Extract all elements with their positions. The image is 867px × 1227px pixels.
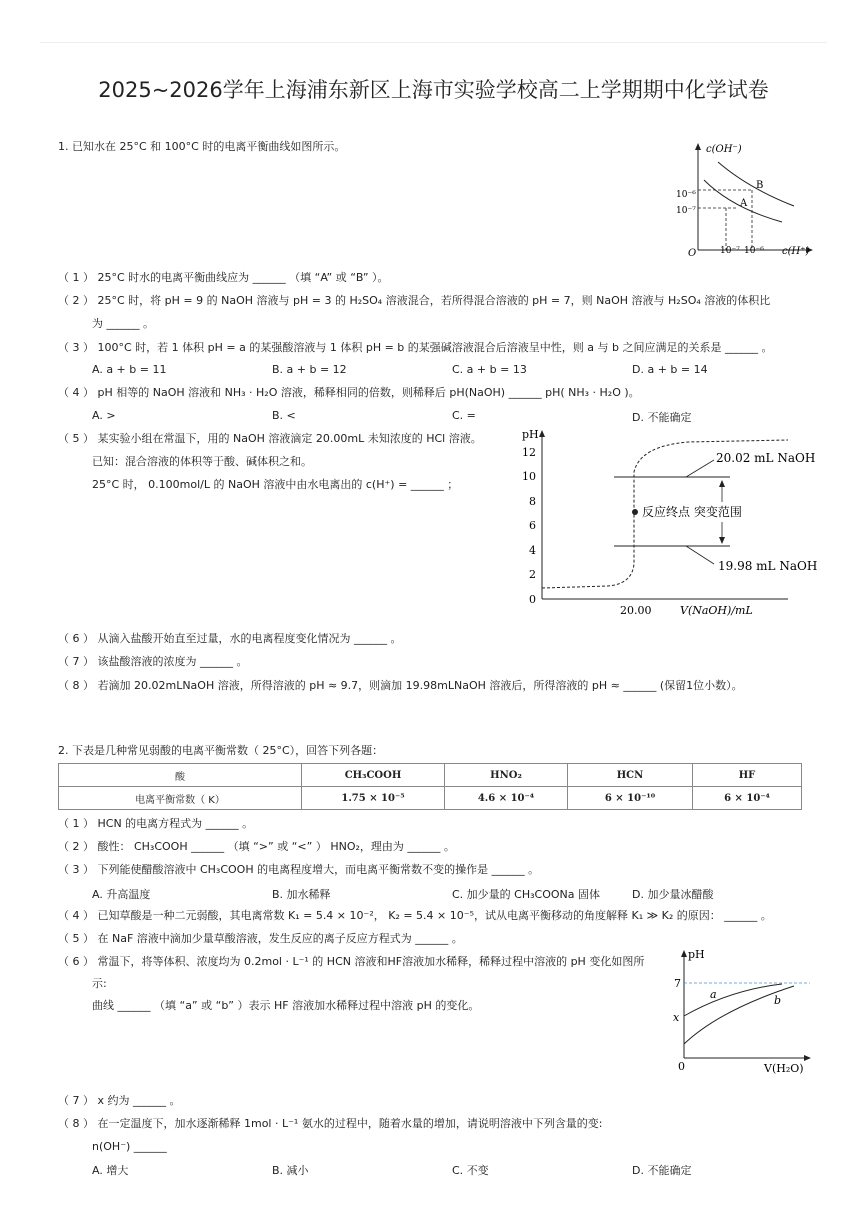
q1-sub4-opt-a[interactable]: A. > [92, 409, 116, 422]
q1-sub2-line1: （ 2 ） 25°C 时，将 pH = 9 的 NaOH 溶液与 pH = 3 的 H₂SO₄ 溶液混合，若所得混合溶液的 pH = 7，则 NaOH 溶液与 H₂SO₄ 溶液的体积比 [58, 294, 771, 307]
q2-sub3: （ 3 ） 下列能使醋酸溶液中 CH₃COOH 的电离程度增大，而电离平衡常数不变的操作是 ______ 。 [58, 863, 540, 876]
g3-curve-b: b [774, 994, 782, 1007]
g1-ylabel: c(OH⁻) [706, 144, 742, 155]
dilution-graph [670, 946, 815, 1076]
g2-ytick-12: 12 [522, 446, 536, 459]
table-row [59, 787, 802, 810]
g1-ytick-lo: 10⁻⁷ [676, 206, 696, 216]
q1-sub3-opt-d[interactable]: D. a + b = 14 [632, 363, 708, 376]
page-title: 2025~2026学年上海浦东新区上海市实验学校高二上学期期中化学试卷 [98, 78, 769, 102]
q2-sub3-opt-d[interactable]: D. 加少量冰醋酸 [632, 888, 714, 901]
q2-sub2: （ 2 ） 酸性： CH₃COOH ______ （填 “>” 或 “<” ） HNO₂，理由为 ______ 。 [58, 840, 455, 853]
q1-stem: 1. 已知水在 25°C 和 100°C 时的电离平衡曲线如图所示。 [58, 140, 346, 153]
q1-sub5-line3: 25°C 时， 0.100mol/L 的 NaOH 溶液中由水电离出的 c(H⁺) = ______ ； [92, 478, 459, 491]
q1-sub4: （ 4 ） pH 相等的 NaOH 溶液和 NH₃ · H₂O 溶液，稀释相同的倍数，则稀释后 pH(NaOH) ______ pH( NH₃ · H₂O )。 [58, 386, 640, 399]
q2-sub8-opt-a[interactable]: A. 增大 [92, 1164, 129, 1177]
q2-sub8-opt-b[interactable]: B. 减小 [272, 1164, 309, 1177]
g2-xtick: 20.00 [620, 604, 652, 617]
q1-sub7: （ 7 ） 该盐酸溶液的浓度为 ______ 。 [58, 655, 248, 668]
g1-ytick-hi: 10⁻⁶ [676, 190, 696, 200]
q1-sub3-opt-a[interactable]: A. a + b = 11 [92, 363, 167, 376]
q2-sub3-opt-c[interactable]: C. 加少量的 CH₃COONa 固体 [452, 888, 600, 901]
q2-sub6-line3: 曲线 ______ （填 “a” 或 “b” ）表示 HF 溶液加水稀释过程中溶液 pH 的变化。 [92, 999, 480, 1012]
table-header-cell: HCN [568, 764, 693, 787]
g1-xtick-lo: 10⁻⁷ [720, 246, 740, 256]
table-cell: 6 × 10⁻¹⁰ [568, 787, 693, 810]
table-cell: 1.75 × 10⁻⁵ [302, 787, 445, 810]
g2-ytick-4: 4 [529, 544, 536, 557]
table-header-cell: HF [693, 764, 802, 787]
q1-sub3-opt-c[interactable]: C. a + b = 13 [452, 363, 527, 376]
table-header-cell: 酸 [59, 764, 302, 787]
table-cell: 4.6 × 10⁻⁴ [445, 787, 568, 810]
q1-sub3: （ 3 ） 100°C 时，若 1 体积 pH = a 的某强酸溶液与 1 体积 pH = b 的某强碱溶液混合后溶液呈中性，则 a 与 b 之间应满足的关系是 ______ 。 [58, 341, 773, 354]
g2-upper-label: 20.02 mL NaOH [716, 451, 816, 465]
table-header-cell: HNO₂ [445, 764, 568, 787]
g3-origin: 0 [678, 1060, 685, 1073]
g2-ytick-6: 6 [529, 519, 536, 532]
table-cell: 6 × 10⁻⁴ [693, 787, 802, 810]
g2-lower-label: 19.98 mL NaOH [718, 559, 818, 573]
table-header-cell: CH₃COOH [302, 764, 445, 787]
g3-curve-a: a [710, 988, 717, 1001]
q2-sub6-line1: （ 6 ） 常温下，将等体积、浓度均为 0.2mol · L⁻¹ 的 HCN 溶液和HF溶液加水稀释，稀释过程中溶液的 pH 变化如图所 [58, 955, 645, 968]
q2-sub8-opt-c[interactable]: C. 不变 [452, 1164, 489, 1177]
g3-xlabel: V(H₂O) [764, 1062, 804, 1075]
g1-origin: O [688, 248, 697, 259]
g3-ytick-7: 7 [674, 977, 681, 990]
q2-sub8-item: n(OH⁻) ______ [92, 1140, 167, 1153]
g2-mid-label: 反应终点 突变范围 [642, 505, 742, 519]
acid-constant-table [58, 763, 802, 810]
q1-sub5-line2: 已知：混合溶液的体积等于酸、碱体积之和。 [92, 455, 312, 468]
q2-stem: 2. 下表是几种常见弱酸的电离平衡常数（ 25°C），回答下列各题： [58, 744, 384, 757]
q2-sub8-opt-d[interactable]: D. 不能确定 [632, 1164, 692, 1177]
g1-point-b: B [756, 180, 764, 191]
q2-sub4: （ 4 ） 已知草酸是一种二元弱酸，其电离常数 K₁ = 5.4 × 10⁻²， K₂ = 5.4 × 10⁻⁵，试从电离平衡移动的角度解释 K₁ ≫ K₂ 的原因： ______ 。 [58, 909, 772, 922]
g2-ytick-10: 10 [522, 470, 536, 483]
q1-sub4-opt-d[interactable]: D. 不能确定 [632, 411, 692, 424]
q1-sub4-opt-c[interactable]: C. = [452, 409, 476, 422]
g3-ylabel: pH [688, 948, 705, 961]
g2-ytick-0: 0 [529, 593, 536, 606]
g1-point-a: A [740, 198, 748, 209]
g2-ytick-8: 8 [529, 495, 536, 508]
g1-xlabel: c(H⁺) [782, 246, 810, 257]
q2-sub3-opt-b[interactable]: B. 加水稀释 [272, 888, 331, 901]
q1-sub5-line1: （ 5 ） 某实验小组在常温下，用的 NaOH 溶液滴定 20.00mL 未知浓度的 HCl 溶液。 [58, 432, 482, 445]
g2-xlabel: V(NaOH)/mL [680, 604, 753, 617]
q1-sub4-opt-b[interactable]: B. < [272, 409, 296, 422]
q1-sub8: （ 8 ） 若滴加 20.02mLNaOH 溶液，所得溶液的 pH ≈ 9.7，则滴加 19.98mLNaOH 溶液后，所得溶液的 pH ≈ ______ (保留1位小数）。 [58, 679, 743, 692]
q2-sub3-opt-a[interactable]: A. 升高温度 [92, 888, 151, 901]
table-header-row [59, 764, 802, 787]
q2-sub6-line2: 示: [92, 977, 107, 990]
g1-xtick-hi: 10⁻⁶ [744, 246, 764, 256]
g2-ytick-2: 2 [529, 568, 536, 581]
titration-graph [518, 424, 818, 620]
q1-sub1: （ 1 ） 25°C 时水的电离平衡曲线应为 ______ （填 “A” 或 “B” ）。 [58, 271, 389, 284]
water-ionization-graph [676, 140, 816, 260]
table-cell: 电离平衡常数（ K） [59, 787, 302, 810]
q2-sub7: （ 7 ） x 约为 ______ 。 [58, 1094, 181, 1107]
q2-sub1: （ 1 ） HCN 的电离方程式为 ______ 。 [58, 817, 254, 830]
top-divider [40, 42, 827, 43]
q2-sub5: （ 5 ） 在 NaF 溶液中滴加少量草酸溶液，发生反应的离子反应方程式为 ______ 。 [58, 932, 463, 945]
q1-sub3-opt-b[interactable]: B. a + b = 12 [272, 363, 347, 376]
q1-sub2-line2: 为 ______ 。 [92, 317, 154, 330]
g3-ytick-x: x [673, 1011, 680, 1024]
q1-sub6: （ 6 ） 从滴入盐酸开始直至过量，水的电离程度变化情况为 ______ 。 [58, 632, 402, 645]
q2-sub8: （ 8 ） 在一定温度下，加水逐渐稀释 1mol · L⁻¹ 氨水的过程中，随着水量的增加，请说明溶液中下列含量的变: [58, 1117, 603, 1130]
g2-ylabel: pH [522, 428, 539, 441]
